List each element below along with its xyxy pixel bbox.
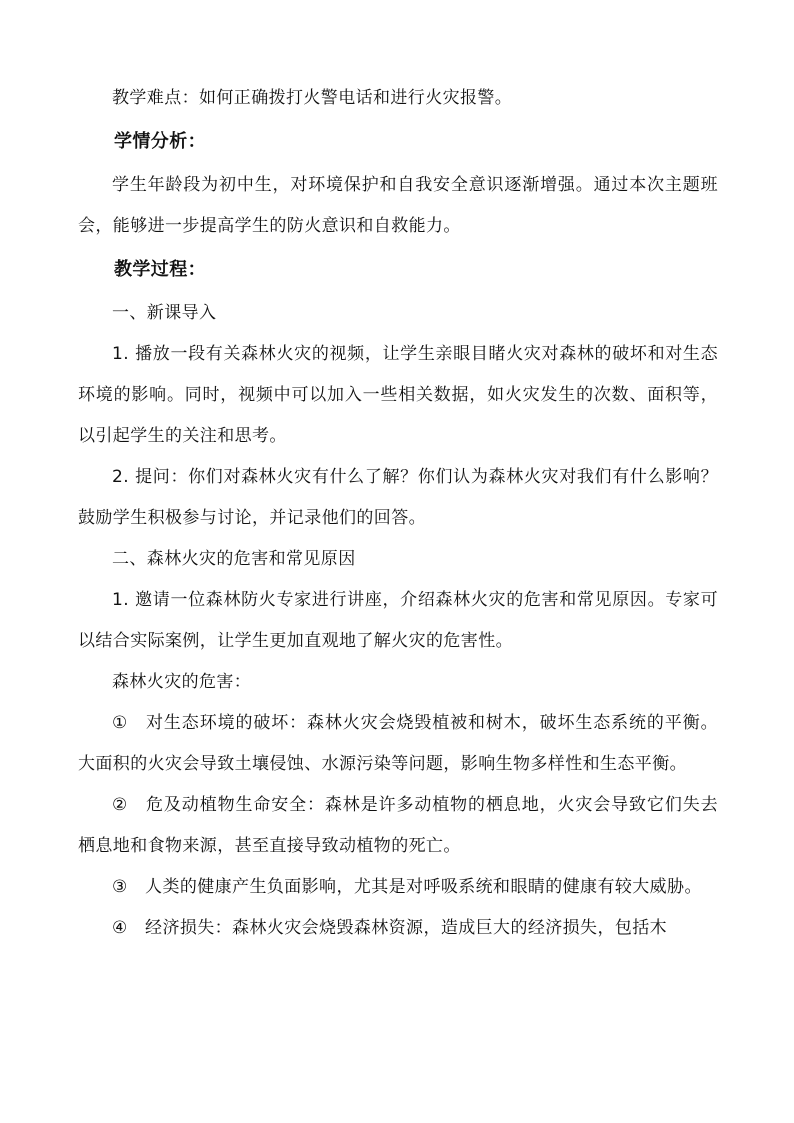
student-analysis-text: 学生年龄段为初中生，对环境保护和自我安全意识逐渐增强。通过本次主题班会，能够进一步提高学生的防火意识和自救能力。 xyxy=(78,175,718,236)
hazards-label: 森林火灾的危害： xyxy=(112,672,252,692)
teaching-difficulty: 教学难点：如何正确拨打火警电话和进行火灾报警。 xyxy=(112,88,513,108)
intro-step-1: 1. 播放一段有关森林火灾的视频，让学生亲眼目睹火灾对森林的破坏和对生态环境的影响。同时，视频中可以加入一些相关数据，如火灾发生的次数、面积等，以引起学生的关注和思考。 xyxy=(78,344,718,446)
hazard-item-3: ③ 人类的健康产生负面影响，尤其是对呼吸系统和眼睛的健康有较大威胁。 xyxy=(112,877,702,897)
section-hazards-title: 二、森林火灾的危害和常见原因 xyxy=(112,549,356,569)
section-intro-title: 一、新课导入 xyxy=(112,303,217,323)
intro-step-2: 2. 提问：你们对森林火灾有什么了解？你们认为森林火灾对我们有什么影响？鼓励学生积极参与讨论，并记录他们的回答。 xyxy=(78,467,718,528)
heading-student-analysis: 学情分析： xyxy=(114,131,206,152)
hazard-item-4: ④ 经济损失：森林火灾会烧毁森林资源，造成巨大的经济损失，包括木 xyxy=(112,918,668,938)
hazards-step-1: 1. 邀请一位森林防火专家进行讲座，介绍森林火灾的危害和常见原因。专家可以结合实际案例，让学生更加直观地了解火灾的危害性。 xyxy=(78,590,718,651)
hazard-item-1: ① 对生态环境的破坏：森林火灾会烧毁植被和树木，破坏生态系统的平衡。大面积的火灾会导致土壤侵蚀、水源污染等问题，影响生物多样性和生态平衡。 xyxy=(78,713,718,774)
document-page xyxy=(78,78,718,949)
heading-teaching-process: 教学过程： xyxy=(114,259,206,280)
hazard-item-2: ② 危及动植物生命安全：森林是许多动植物的栖息地，火灾会导致它们失去栖息地和食物来源，甚至直接导致动植物的死亡。 xyxy=(78,795,718,856)
